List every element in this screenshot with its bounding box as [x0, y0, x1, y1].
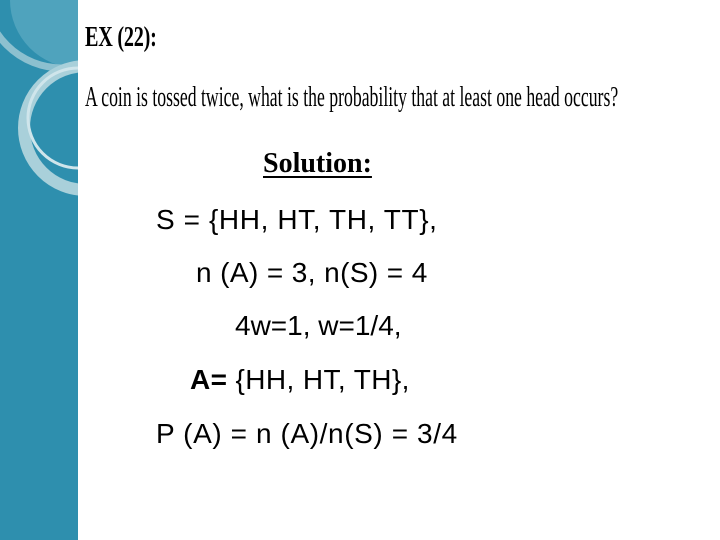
example-heading: EX (22): — [85, 22, 157, 53]
decorative-sidebar — [0, 0, 78, 540]
question-text: A coin is tossed twice, what is the probability that at least one head occurs? — [85, 82, 619, 113]
solution-title: Solution: — [263, 148, 372, 179]
slide-content — [78, 0, 720, 540]
event-label: A= — [190, 364, 228, 395]
event-set-text: {HH, HT, TH}, — [227, 364, 410, 395]
event-set-line — [190, 364, 410, 396]
weight-line: 4w=1, w=1/4, — [235, 310, 402, 341]
decorative-rings — [0, 0, 78, 540]
counts-line: n (A) = 3, n(S) = 4 — [196, 257, 428, 288]
probability-line: P (A) = n (A)/n(S) = 3/4 — [156, 418, 458, 449]
middle-ring — [24, 66, 78, 190]
sample-space-line: S = {HH, HT, TH, TT}, — [156, 204, 438, 235]
